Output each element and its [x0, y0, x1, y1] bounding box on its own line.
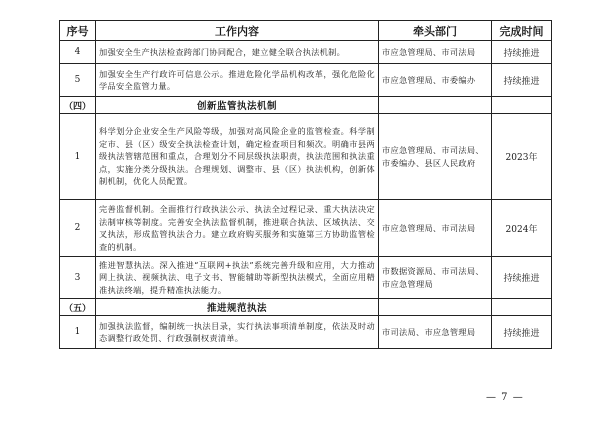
table-row: [60, 114, 552, 200]
table-row: [60, 41, 552, 64]
row-time: 持续推进: [492, 64, 552, 97]
table-row: [60, 257, 552, 299]
table-row: [60, 316, 552, 349]
section-empty-cell: [379, 97, 492, 114]
row-content: 加强安全生产执法检查跨部门协同配合，建立健全联合执法机制。: [96, 41, 379, 64]
section-num: （四）: [60, 97, 96, 114]
row-dept: 市应急管理局、市司法局、市委编办、县区人民政府: [379, 114, 492, 200]
row-num: 3: [60, 257, 96, 299]
section-empty-cell: [492, 97, 552, 114]
row-num: 4: [60, 41, 96, 64]
task-table: [59, 20, 552, 349]
table-row: [60, 200, 552, 257]
row-content: 加强安全生产行政许可信息公示。推进危险化学品机构改革，强化危险化学品安全监管力量。: [96, 64, 379, 97]
row-num: 1: [60, 114, 96, 200]
row-content: 科学划分企业安全生产风险等级，加强对高风险企业的监管检查。科学制定市、县（区）级安全执法检查计划，确定检查项目和频次。明确市县两级执法管辖范围和重点，合理划分不同层级执法职责，执法范围和执法重点，实施分类分级执法。合理规划、调整市、县（区）执法机构，创新体制机制，优化人员配置。: [96, 114, 379, 200]
table-row: [60, 64, 552, 97]
row-time: 持续推进: [492, 257, 552, 299]
table-header-row: [60, 21, 552, 41]
row-content: 加强执法监督，编制统一执法目录，实行执法事项清单制度，依法及时动态调整行政处罚、行政强制权责清单。: [96, 316, 379, 349]
header-content: 工作内容: [96, 21, 379, 41]
row-dept: 市应急管理局、市委编办: [379, 64, 492, 97]
row-dept: 市应急管理局、市司法局: [379, 41, 492, 64]
row-content: 完善监督机制。全面推行行政执法公示、执法全过程记录、重大执法决定法制审核等制度。完善安全执法监督机制，推进联合执法、区域执法、交叉执法，形成监管执法合力。建立政府购买服务和实施第三方协助监管检查的机制。: [96, 200, 379, 257]
section-num: （五）: [60, 299, 96, 316]
row-dept: 市司法局、市应急管理局: [379, 316, 492, 349]
section-empty-cell: [492, 299, 552, 316]
section-empty-cell: [379, 299, 492, 316]
row-time: 2023年: [492, 114, 552, 200]
row-dept: 市应急管理局、市司法局: [379, 200, 492, 257]
header-num: 序号: [60, 21, 96, 41]
section-title: 创新监管执法机制: [96, 97, 379, 114]
section-title: 推进规范执法: [96, 299, 379, 316]
header-time: 完成时间: [492, 21, 552, 41]
row-num: 1: [60, 316, 96, 349]
row-content: 推进智慧执法。深入推进“互联网+执法”系统完善升级和应用，大力推动网上执法、视频执法、电子文书、智能辅助等新型执法模式，全面应用精准执法终端，提升精准执法能力。: [96, 257, 379, 299]
row-num: 5: [60, 64, 96, 97]
row-dept: 市数据资源局、市司法局、市应急管理局: [379, 257, 492, 299]
row-time: 2024年: [492, 200, 552, 257]
row-num: 2: [60, 200, 96, 257]
row-time: 持续推进: [492, 316, 552, 349]
page-number: — 7 —: [486, 392, 524, 403]
row-time: 持续推进: [492, 41, 552, 64]
section-row: [60, 299, 552, 316]
header-dept: 牵头部门: [379, 21, 492, 41]
section-row: [60, 97, 552, 114]
